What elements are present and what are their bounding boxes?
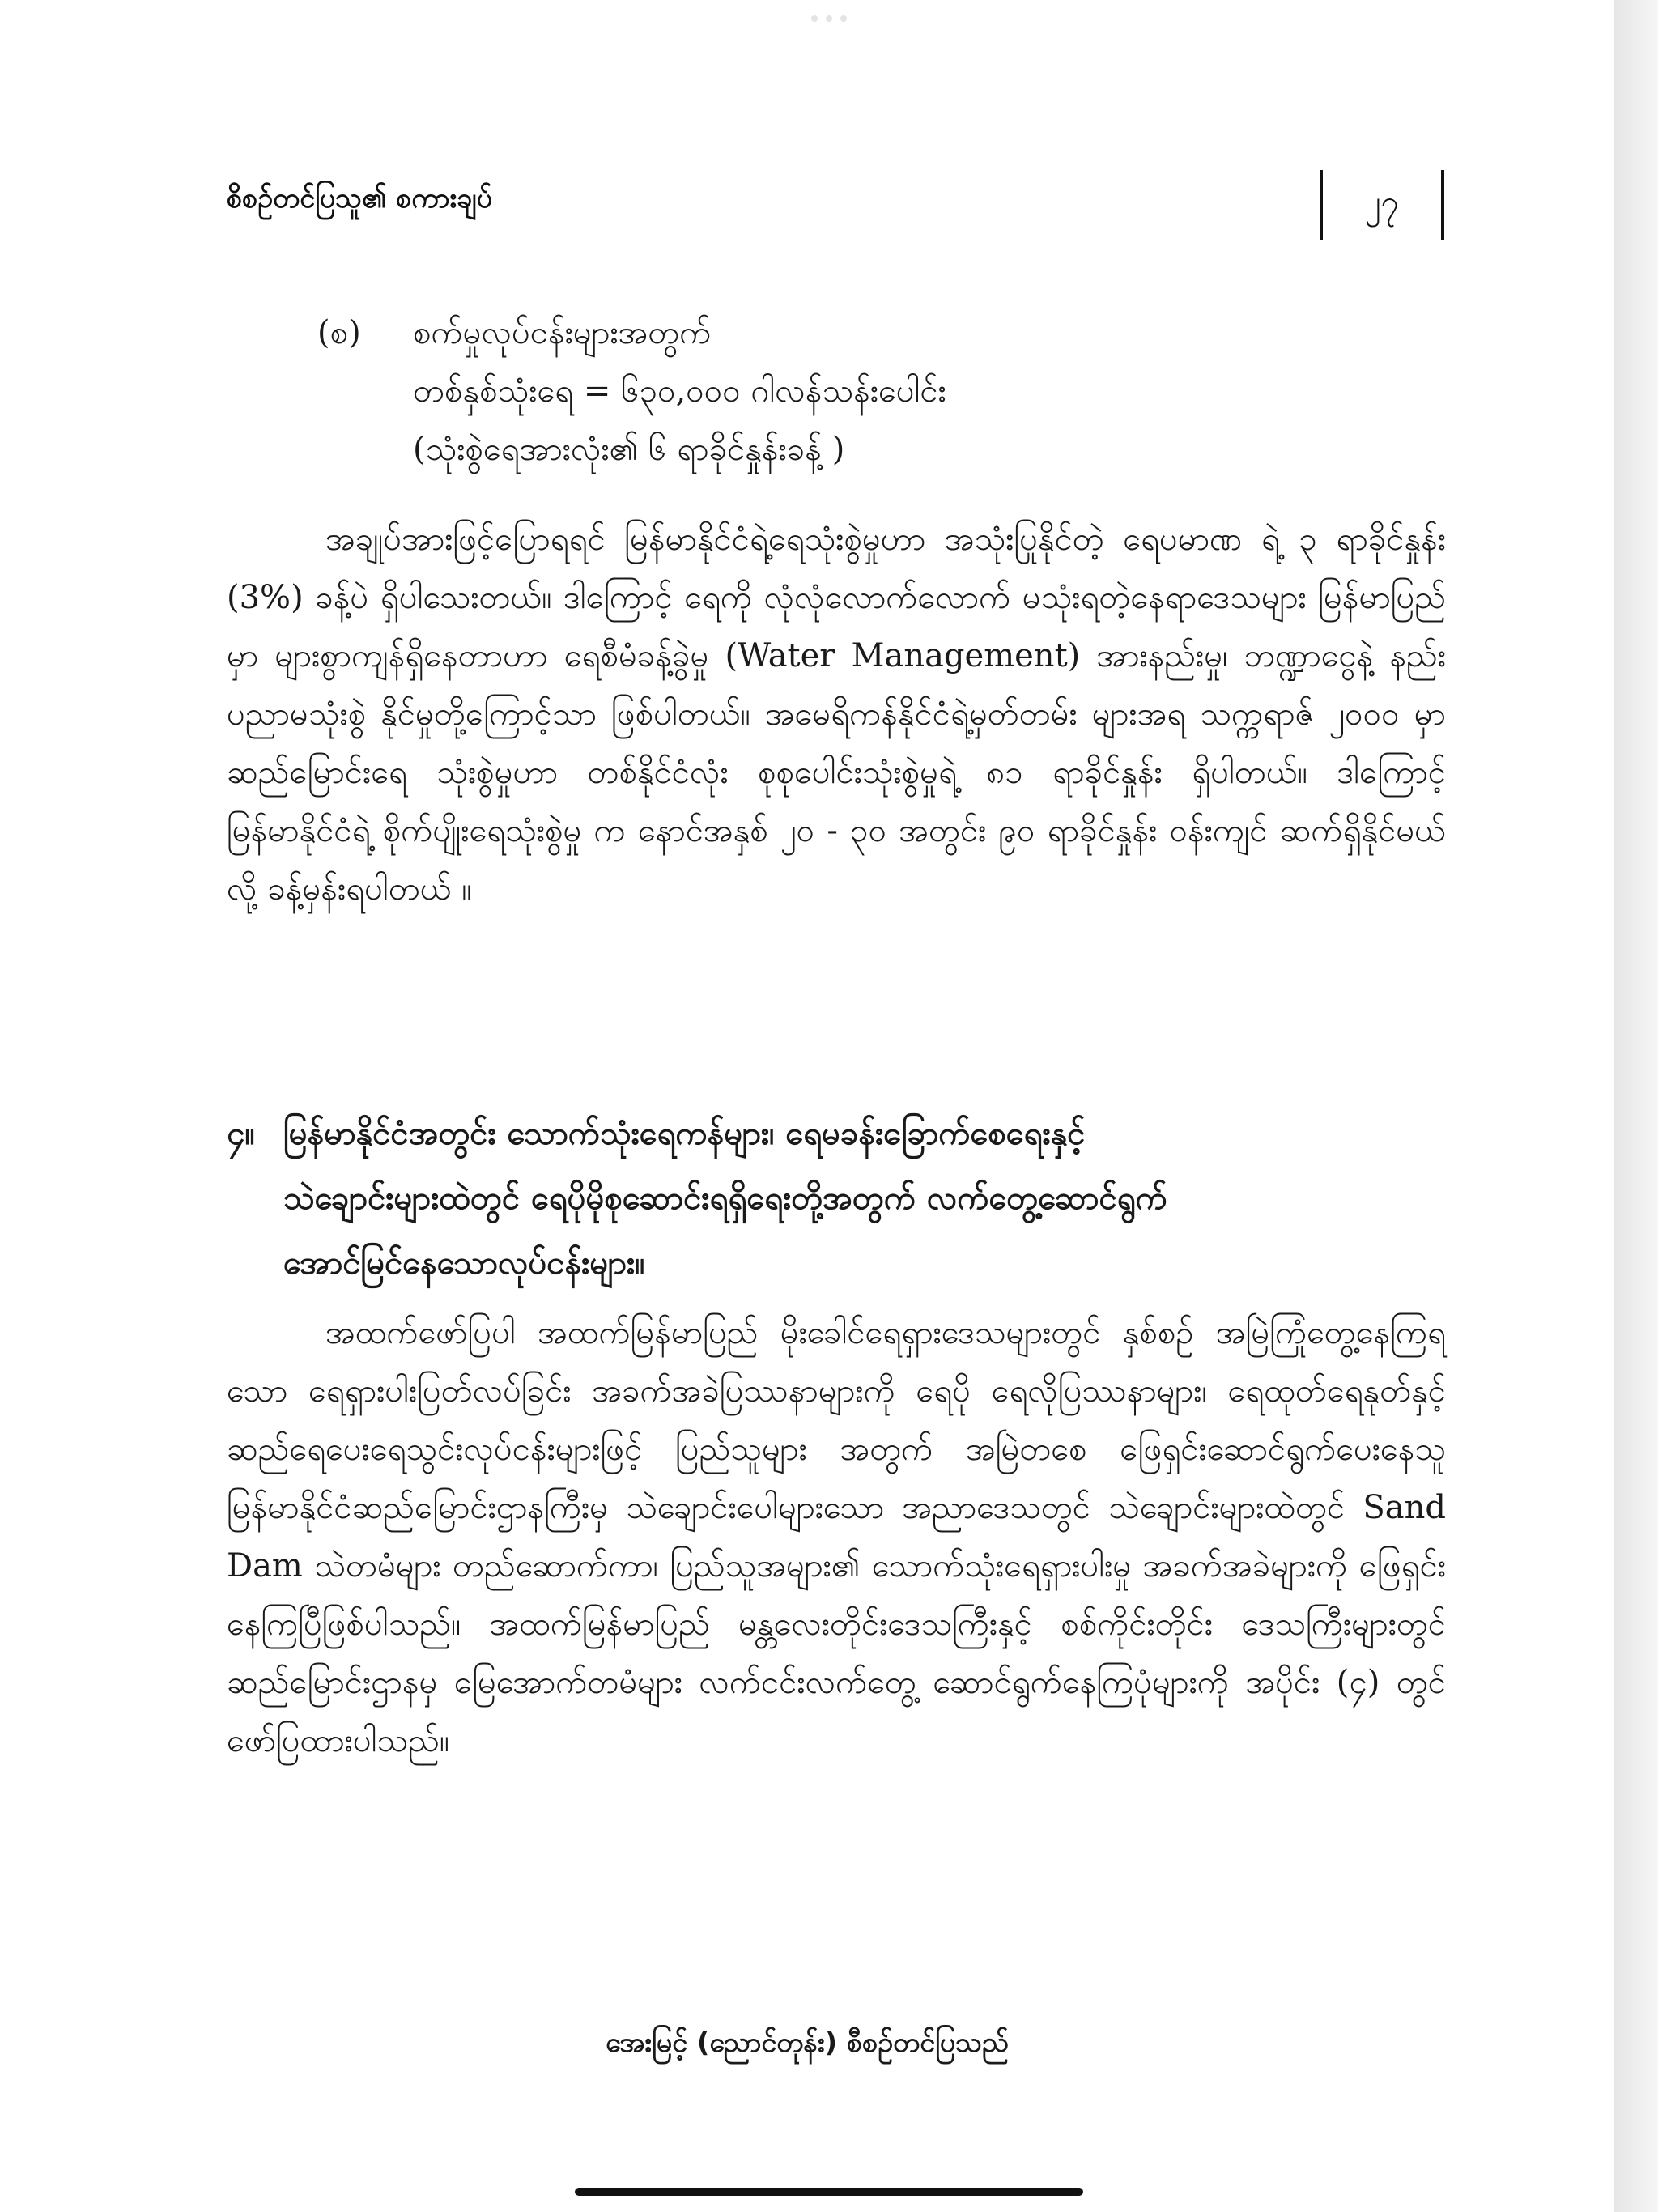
running-head-title: စိစဉ်တင်ပြသူ၏ စကားချပ်: [227, 182, 493, 215]
page-footer-credit: အေးမြင့် (ညောင်တုန်း) စီစဉ်တင်ပြသည်: [606, 2027, 1009, 2059]
list-item-block: [317, 304, 1451, 479]
body-paragraph-1: အချုပ်အားဖြင့်ပြောရရင် မြန်မာနိုင်ငံရဲ့ရေသုံးစွဲမှုဟာ အသုံးပြုနိုင်တဲ့ ရေပမာဏ ရဲ့ ၃ ရာခိုင်နှုန်း (3%) ခန့်ပဲ ရှိပါသေးတယ်။ ဒါကြောင့် ရေကို လုံလုံလောက်လောက် မသုံးရတဲ့နေရာဒေသများ မြန်မာပြည်မှာ များစွာကျန်ရှိနေတာဟာ ရေစီမံခန့်ခွဲမှု (Water Management) အားနည်းမှု၊ ဘဏ္ဍာငွေနဲ့ နည်းပညာမသုံးစွဲ နိုင်မှုတို့ကြောင့်သာ ဖြစ်ပါတယ်။ အမေရိကန်နိုင်ငံရဲ့မှတ်တမ်း များအရ သက္ကရာဇ် ၂၀၀၀ မှာ ဆည်မြောင်းရေ သုံးစွဲမှုဟာ တစ်နိုင်ငံလုံး စုစုပေါင်းသုံးစွဲမှုရဲ့ ၈၁ ရာခိုင်နှုန်း ရှိပါတယ်။ ဒါကြောင့် မြန်မာနိုင်ငံရဲ့ စိုက်ပျိုးရေသုံးစွဲမှု က နောင်အနှစ် ၂၀ - ၃၀ အတွင်း ၉၀ ရာခိုင်နှုန်း ဝန်းကျင် ဆက်ရှိနိုင်မယ်လို့ ခန့်မှန်းရပါတယ် ။: [227, 521, 1446, 908]
section-heading-line: သဲချောင်းများထဲတွင် ရေပိုမိုစုဆောင်းရရှိရေးတို့အတွက် လက်တွေ့ဆောင်ရွက်: [283, 1180, 1167, 1217]
section-heading-line: [227, 1101, 1446, 1166]
dot-icon: [826, 15, 832, 22]
section-number: ၄။: [227, 1115, 255, 1152]
list-marker: (စ): [317, 314, 361, 351]
page-edge-shadow: [1614, 0, 1658, 2212]
section-heading: [227, 1101, 1446, 1295]
home-indicator-bar[interactable]: [575, 2188, 1083, 2196]
dot-icon: [811, 15, 818, 22]
section-heading-text: မြန်မာနိုင်ငံအတွင်း သောက်သုံးရေကန်များ၊ ရေမခန်းခြောက်စေရေးနှင့်: [283, 1115, 1086, 1152]
page-number: ၂၇: [1320, 170, 1444, 240]
list-line-first: [317, 304, 1451, 362]
body-paragraph-2: အထက်ဖော်ပြပါ အထက်မြန်မာပြည် မိုးခေါင်ရေရှားဒေသများတွင် နှစ်စဉ် အမြဲကြုံတွေ့နေကြရသော ရေရှားပါးပြတ်လပ်ခြင်း အခက်အခဲပြဿနာများကို ရေပို ရေလိုပြဿနာများ၊ ရေထုတ်ရေနုတ်နှင့် ဆည်ရေပေးရေသွင်းလုပ်ငန်းများဖြင့် ပြည်သူများ အတွက် အမြဲတစေ ဖြေရှင်းဆောင်ရွက်ပေးနေသူ မြန်မာနိုင်ငံဆည်မြောင်းဌာနကြီးမှ သဲချောင်းပေါများသော အညာဒေသတွင် သဲချောင်းများထဲတွင် Sand Dam သဲတမံများ တည်ဆောက်ကာ၊ ပြည်သူအများ၏ သောက်သုံးရေရှားပါးမှု အခက်အခဲများကို ဖြေရှင်း နေကြပြီဖြစ်ပါသည်။ အထက်မြန်မာပြည် မန္တလေးတိုင်းဒေသကြီးနှင့် စစ်ကိုင်းတိုင်း ဒေသကြီးများတွင် ဆည်မြောင်းဌာနမှ မြေအောက်တမံများ လက်ငင်းလက်တွေ့ ဆောင်ရွက်နေကြပုံများကို အပိုင်း (၄) တွင် ဖော်ပြထားပါသည်။: [227, 1314, 1446, 1759]
list-line-text: စက်မှုလုပ်ငန်းများအတွက်: [413, 314, 712, 351]
list-line-text: တစ်နှစ်သုံးရေ = ၆၃၀,၀၀၀ ဂါလန်သန်းပေါင်း: [413, 372, 946, 410]
drag-handle-dots[interactable]: [811, 15, 847, 23]
dot-icon: [840, 15, 847, 22]
section-heading-line: အောင်မြင်နေသောလုပ်ငန်းများ။: [283, 1244, 645, 1282]
list-line-text: (သုံးစွဲရေအားလုံး၏ ၆ ရာခိုင်နှုန်းခန့် ): [413, 431, 845, 468]
